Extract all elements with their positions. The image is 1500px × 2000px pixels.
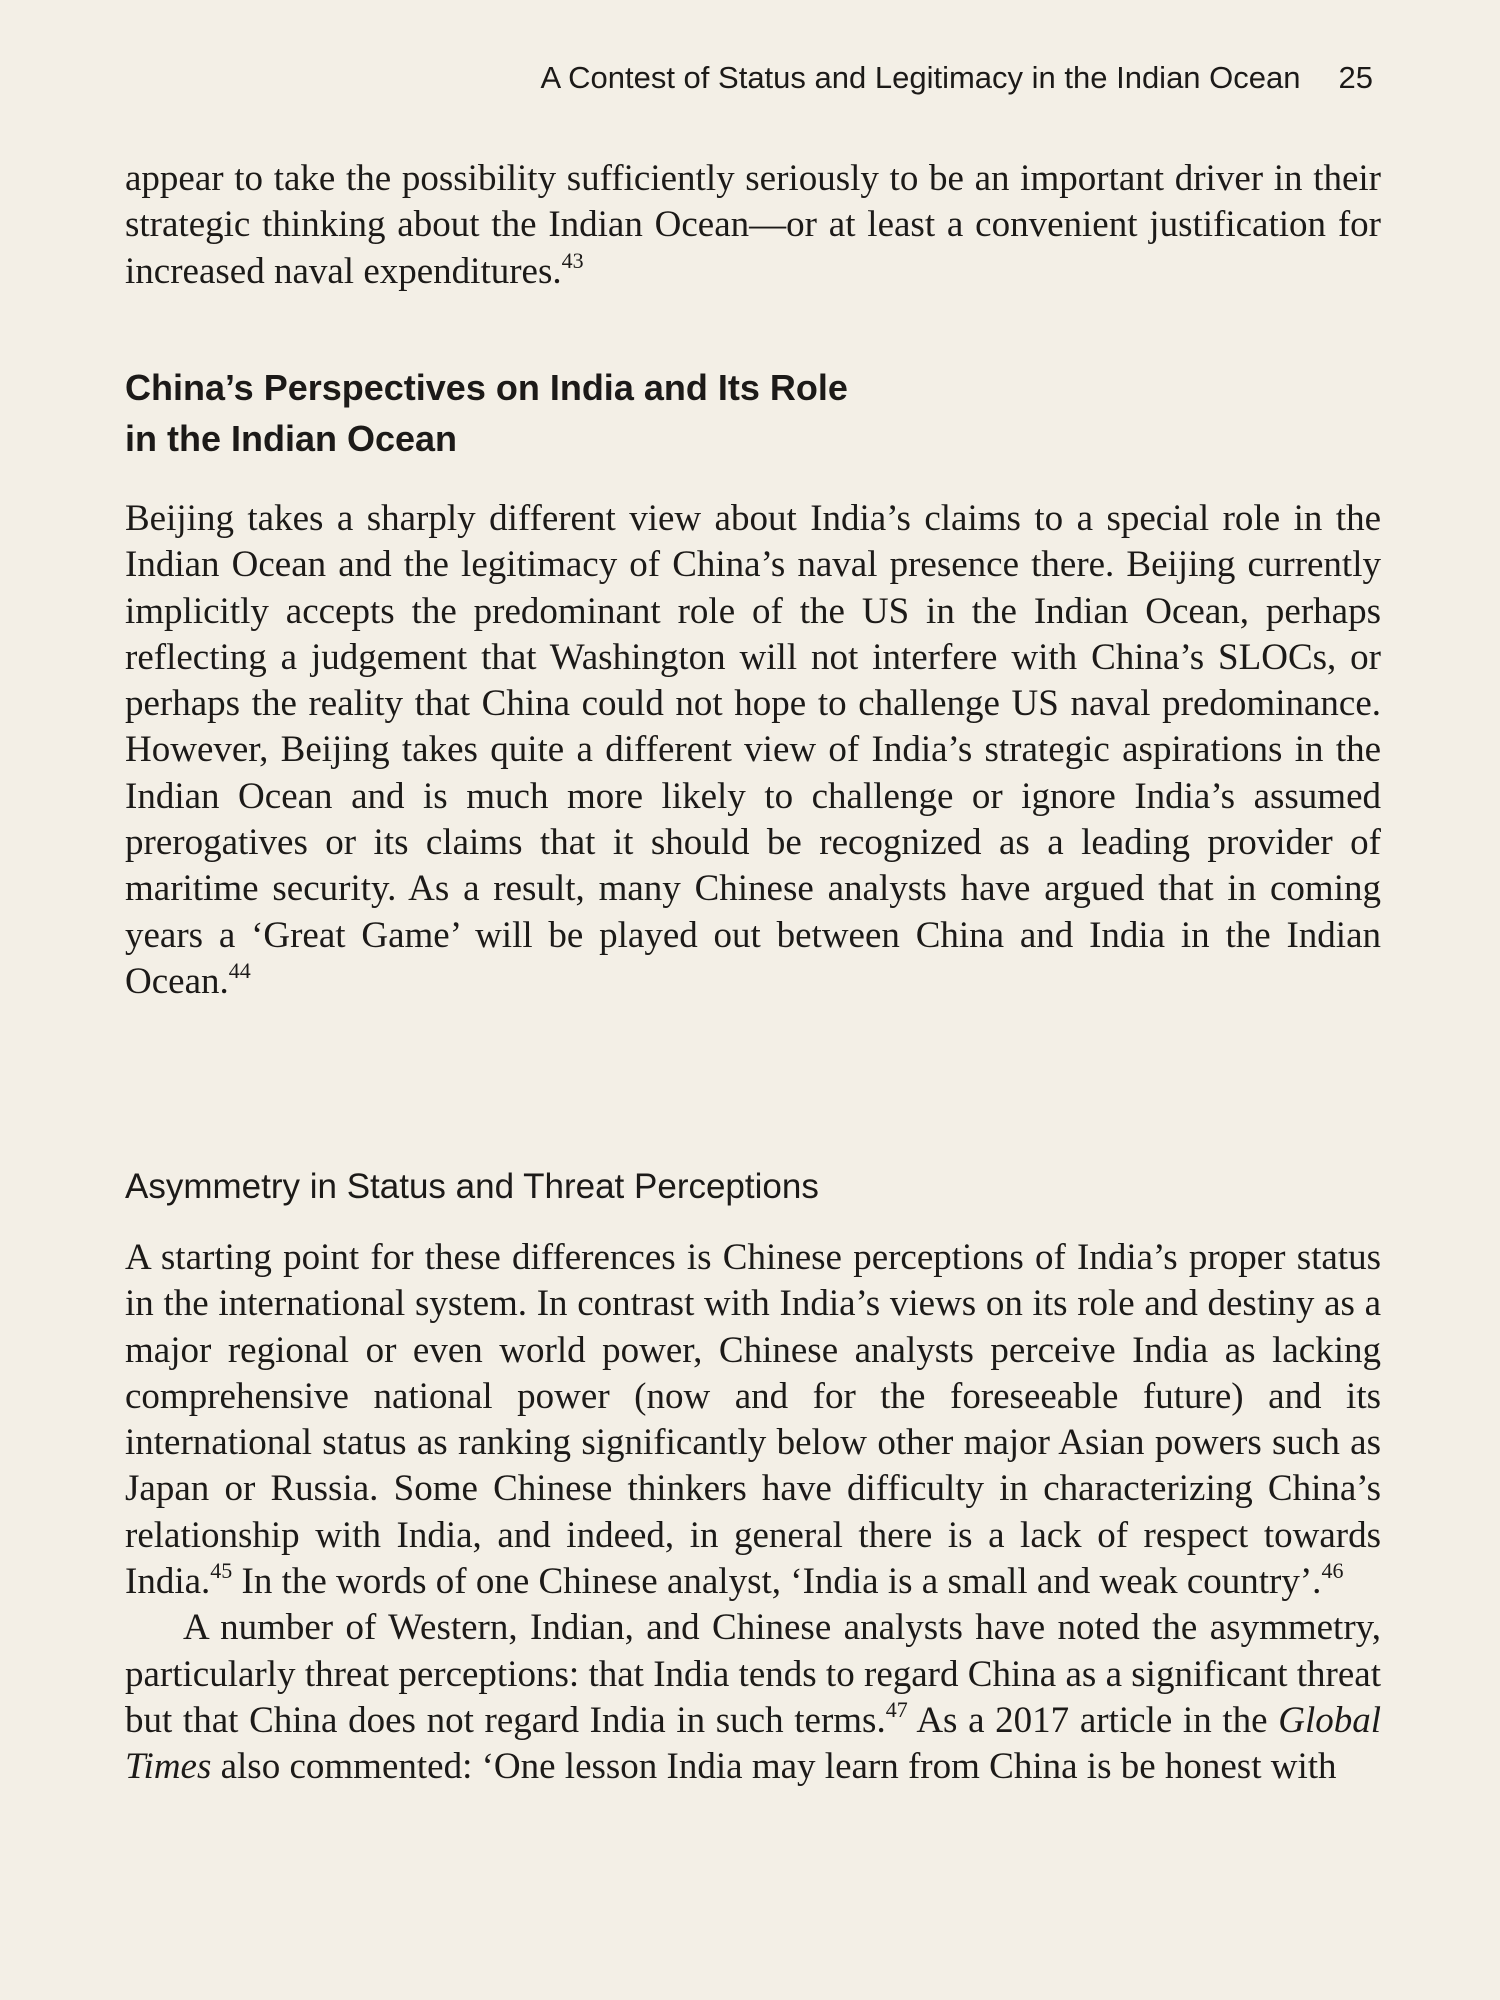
- paragraph-text: A number of Western, Indian, and Chinese analysts have noted the asymmetry, particularly threat perceptions: that India tends to regard China as a significant threat but that China does not regard India in such terms.: [125, 1607, 1381, 1741]
- paragraph-text: also commented: ‘One lesson India may learn from China is be honest with: [211, 1746, 1337, 1788]
- paragraph-continued: [125, 156, 1381, 295]
- paragraph-text: A starting point for these differences is Chinese perceptions of India’s proper status in the international system. In contrast with India’s views on its role and destiny as a major regional or even world power, Chinese analysts perceive India as lacking comprehensive national power (now and for the foreseeable future) and its international status as ranking significantly below other major Asian powers such as Japan or Russia. Some Chinese thinkers have difficulty in characterizing China’s relationship with India, and indeed, in general there is a lack of respect towards India.: [125, 1237, 1381, 1603]
- footnote-ref[interactable]: 43: [561, 247, 584, 273]
- paragraph-text: In the words of one Chinese analyst, ‘India is a small and weak country’.: [232, 1561, 1322, 1603]
- footnote-ref[interactable]: 44: [228, 957, 251, 983]
- section-heading-line1: China’s Perspectives on India and Its Role: [125, 367, 848, 408]
- running-head: [0, 60, 1373, 96]
- subheading: Asymmetry in Status and Threat Perceptions: [125, 1167, 819, 1206]
- footnote-ref[interactable]: 45: [210, 1558, 233, 1584]
- paragraph-text: appear to take the possibility sufficiently seriously to be an important driver in their strategic thinking about the Indian Ocean—or at least a convenient justification for increased naval expenditures.: [125, 158, 1381, 292]
- paragraph-asymmetry: [125, 1235, 1381, 1791]
- paragraph-text: Beijing takes a sharply different view about India’s claims to a special role in the Indian Ocean and the legitimacy of China’s naval presence there. Beijing currently implicitly accepts the predominant role of the US in the Indian Ocean, perhaps reflecting a judgement that Washington will not interfere with China’s SLOCs, or perhaps the reality that China could not hope to challenge US naval predominance. However, Beijing takes quite a different view of India’s strategic aspirations in the Indian Ocean and is much more likely to challenge or ignore India’s assumed prerogatives or its claims that it should be recognized as a leading provider of maritime security. As a result, many Chinese analysts have argued that in coming years a ‘Great Game’ will be played out between China and India in the Indian Ocean.: [125, 498, 1381, 1002]
- section-heading: [125, 362, 1225, 464]
- publication-title: Global Times: [125, 1699, 1381, 1788]
- paragraph-text: As a 2017 article in the: [907, 1699, 1279, 1741]
- page-number: 25: [1338, 60, 1373, 95]
- section-heading-line2: in the Indian Ocean: [125, 418, 458, 459]
- footnote-ref[interactable]: 47: [885, 1696, 908, 1722]
- running-head-title: A Contest of Status and Legitimacy in the Indian Ocean: [540, 60, 1301, 95]
- footnote-ref[interactable]: 46: [1321, 1558, 1344, 1584]
- paragraph-china-perspectives: [125, 496, 1381, 1005]
